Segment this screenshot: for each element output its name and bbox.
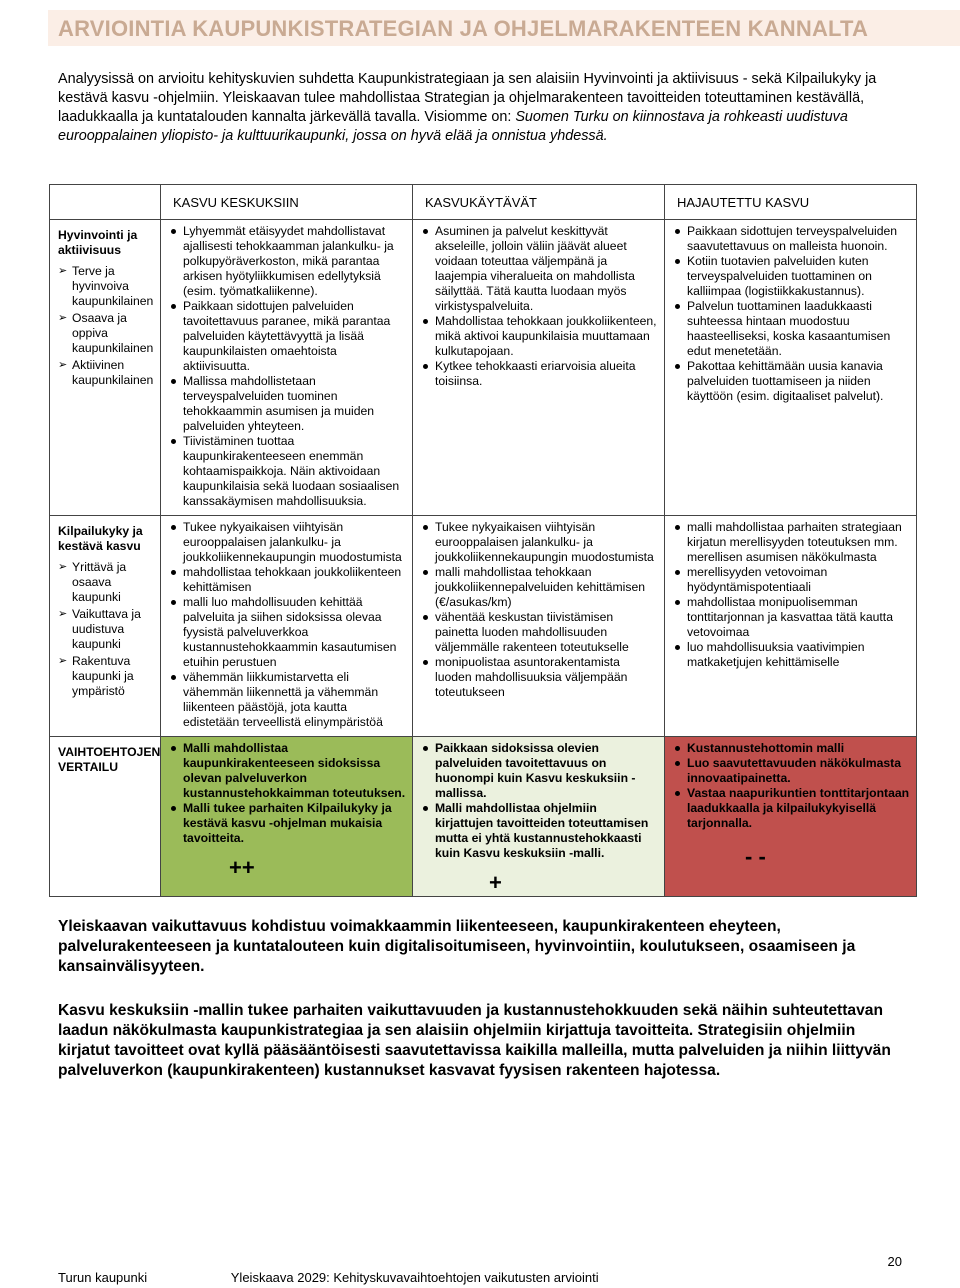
bullet-item xyxy=(165,374,406,434)
table-cell xyxy=(161,220,413,516)
comparison-cell-middle xyxy=(413,737,665,897)
bullet-item xyxy=(417,520,658,565)
bullet-dot-icon xyxy=(423,660,428,665)
row-subgoal-text: Aktiivinen kaupunkilainen xyxy=(72,358,154,387)
intro-text: Analyysissä on arvioitu kehityskuvien suhdetta Kaupunkistrategiaan ja sen alaisiin Hyvinvointi ja aktiivisuus - sekä Kilpailukyky ja kestävä kasvu -ohjelmiin. Yleiskaavan tulee mahdollistaa Strategian ja ohjelmarakenteen tavoitteiden toteuttaminen kestävällä, laadukkaalla ja kuntatalouden kannalta järkevällä tavalla. Visiomme on: xyxy=(58,71,877,125)
bullet-text: Kytkee tehokkaasti eriarvoisia alueita toisiinsa. xyxy=(435,359,636,388)
bullet-text: Paikkaan sidottujen palveluiden tavoitettavuus paranee, mikä parantaa palveluiden käytettävyyttä ja lisää kaupunkilaisten omaehtoista aktiivisuutta. xyxy=(183,299,391,373)
bullet-dot-icon xyxy=(423,570,428,575)
arrow-bullet-icon: ➢ xyxy=(58,312,68,324)
bullet-item xyxy=(669,741,910,756)
bullet-dot-icon xyxy=(423,319,428,324)
vision-text: Suomen Turku on kiinnostava ja rohkeasti uudistuva eurooppalainen yliopisto- ja kulttuurikaupunki, jossa on hyvä elää ja onnistua yhdessä. xyxy=(58,109,848,144)
bullet-item xyxy=(669,299,910,359)
bullet-text: Tukee nykyaikaisen viihtyisän eurooppalaisen jalankulku- ja joukkoliikennekaupungin muodostumista xyxy=(435,520,654,564)
bullet-text: luo mahdollisuuksia vaativimpien matkaketjujen kehittämiselle xyxy=(687,640,865,669)
bullet-dot-icon xyxy=(675,791,680,796)
bullet-item xyxy=(165,565,406,595)
bullet-dot-icon xyxy=(171,229,176,234)
column-header-hajautettu-kasvu: HAJAUTETTU KASVU xyxy=(665,185,917,220)
row-subgoal xyxy=(58,264,156,309)
bullet-text: Luo saavutettavuuden näkökulmasta innovaatipainetta. xyxy=(687,756,902,785)
bullet-list xyxy=(669,741,910,831)
footer xyxy=(58,1270,908,1285)
bullet-text: Kustannustehottomin malli xyxy=(687,741,845,755)
bullet-dot-icon xyxy=(675,746,680,751)
bullet-dot-icon xyxy=(171,439,176,444)
bullet-item xyxy=(669,520,910,565)
summary-text: Yleiskaavan vaikuttavuus kohdistuu voimakkaammin liikenteeseen, kaupunkirakenteen eheyteen, palvelurakenteeseen ja kuntatalouteen kuin digitalisoitumiseen, hyvinvointiin, koulutukseen, osaamiseen ja kansainvälisyyteen. xyxy=(58,918,856,975)
bullet-list xyxy=(669,224,910,404)
bullet-text: malli mahdollistaa tehokkaan joukkoliikennepalveluiden kehittämisen (€/asukas/km) xyxy=(435,565,646,609)
bullet-dot-icon xyxy=(171,379,176,384)
bullet-item xyxy=(669,359,910,404)
comparison-cell-worst xyxy=(665,737,917,897)
row-header-title: Hyvinvointi ja aktiivisuus xyxy=(58,228,138,257)
table-cell xyxy=(161,516,413,737)
row-subgoal-text: Osaava ja oppiva kaupunkilainen xyxy=(72,311,154,355)
row-subgoal xyxy=(58,607,156,652)
summary-text: Kasvu keskuksiin -mallin tukee parhaiten vaikuttavuuden ja kustannustehokkuuden sekä näihin suhteutettavan laadun näkökulmasta kaupunkistrategiaa ja sen alaisiin ohjelmiin kirjattuja tavoitteita. Strategisiin ohjelmiin kirjatut tavoitteet ovat kyllä pääsääntöisesti saavutettavissa kaikilla malleilla, mutta palveluiden ja niihin liittyvän palveluverkon (kaupunkirakenteen) kustannukset kasvavat fyysisen rakenteen hajotessa. xyxy=(58,1002,891,1079)
column-header-kasvu-keskuksiin: KASVU KESKUKSIIN xyxy=(161,185,413,220)
summary-paragraph-1 xyxy=(58,917,898,977)
bullet-dot-icon xyxy=(675,304,680,309)
bullet-dot-icon xyxy=(675,600,680,605)
bullet-item xyxy=(165,595,406,670)
bullet-dot-icon xyxy=(171,746,176,751)
bullet-text: Pakottaa kehittämään uusia kanavia palveluiden tuottamiseen ja niiden käyttöön (esim. digitaaliset palvelut). xyxy=(687,359,884,403)
table-row xyxy=(50,516,917,737)
bullet-dot-icon xyxy=(171,806,176,811)
bullet-dot-icon xyxy=(423,746,428,751)
bullet-dot-icon xyxy=(423,364,428,369)
bullet-item xyxy=(417,610,658,655)
bullet-dot-icon xyxy=(675,259,680,264)
bullet-item xyxy=(669,756,910,786)
row-subgoal-text: Rakentuva kaupunki ja ympäristö xyxy=(72,654,134,698)
bullet-item xyxy=(417,565,658,610)
bullet-item xyxy=(165,434,406,509)
bullet-item xyxy=(669,786,910,831)
bullet-text: Paikkaan sidoksissa olevien palveluiden tavoitettavuus on huonompi kuin Kasvu keskuksiin -mallissa. xyxy=(435,741,636,800)
table-row xyxy=(50,220,917,516)
bullet-dot-icon xyxy=(675,761,680,766)
page-number: 20 xyxy=(887,1254,902,1269)
row-subgoal xyxy=(58,311,156,356)
comparison-cell-best xyxy=(161,737,413,897)
arrow-bullet-icon: ➢ xyxy=(58,359,68,371)
bullet-item xyxy=(165,741,406,801)
table-cell xyxy=(413,516,665,737)
bullet-text: Vastaa naapurikuntien tonttitarjontaan laadukkaalla ja kilpailukykyisellä tarjonnalla. xyxy=(687,786,910,830)
bullet-dot-icon xyxy=(675,229,680,234)
bullet-dot-icon xyxy=(675,645,680,650)
bullet-text: mahdollistaa tehokkaan joukkoliikenteen kehittämisen xyxy=(183,565,402,594)
bullet-dot-icon xyxy=(423,615,428,620)
rating-score: ++ xyxy=(229,855,255,880)
evaluation-matrix xyxy=(49,184,917,897)
bullet-item xyxy=(165,801,406,846)
rating-score: - - xyxy=(745,844,766,869)
bullet-text: merellisyyden vetovoiman hyödyntämispotentiaali xyxy=(687,565,828,594)
intro-paragraph xyxy=(58,70,906,146)
bullet-item xyxy=(417,801,658,861)
bullet-text: Tiivistäminen tuottaa kaupunkirakenteeseen enemmän kohtaamispaikkoja. Näin aktivoidaan kaupunkilaisia sekä luodaan sosiaalisen kanssakäymisen mahdollisuuksia. xyxy=(183,434,400,508)
bullet-text: mahdollistaa monipuolisemman tonttitarjonnan ja kasvattaa tätä kautta vetovoimaa xyxy=(687,595,893,639)
bullet-item xyxy=(417,655,658,700)
bullet-list xyxy=(417,741,658,861)
bullet-dot-icon xyxy=(423,806,428,811)
bullet-dot-icon xyxy=(675,570,680,575)
arrow-bullet-icon: ➢ xyxy=(58,561,68,573)
bullet-text: vähemmän liikkumistarvetta eli vähemmän liikennettä ja vähemmän liikenteen päästöjä, jota kautta edistetään terveellistä elinympäristöä xyxy=(183,670,383,729)
row-subgoal-text: Terve ja hyvinvoiva kaupunkilainen xyxy=(72,264,154,308)
table-cell xyxy=(413,220,665,516)
bullet-item xyxy=(417,359,658,389)
bullet-list xyxy=(165,224,406,509)
bullet-item xyxy=(165,520,406,565)
arrow-bullet-icon: ➢ xyxy=(58,265,68,277)
arrow-bullet-icon: ➢ xyxy=(58,608,68,620)
bullet-text: Asuminen ja palvelut keskittyvät akseleille, jolloin väliin jäävät alueet voidaan toteuttaa väljempänä ja laajempia viheralueita on mahdollista säilyttää. Tätä kautta luodaan myös virkistyspalveluita. xyxy=(435,224,635,313)
row-header xyxy=(50,737,161,897)
table-cell xyxy=(665,516,917,737)
bullet-text: Malli mahdollistaa kaupunkirakenteeseen sidoksissa olevan palveluverkon kustannustehokkaimman toteutuksen. xyxy=(183,741,406,800)
row-header xyxy=(50,220,161,516)
bullet-text: Tukee nykyaikaisen viihtyisän eurooppalaisen jalankulku- ja joukkoliikennekaupungin muodostumista xyxy=(183,520,402,564)
comparison-row xyxy=(50,737,917,897)
bullet-list xyxy=(165,520,406,730)
bullet-list xyxy=(669,520,910,670)
table-cell xyxy=(665,220,917,516)
bullet-text: Malli mahdollistaa ohjelmiin kirjattujen tavoitteiden toteuttamisen mutta ei yhtä kustannustehokkaasti kuin Kasvu keskuksiin -malli. xyxy=(435,801,649,860)
row-subgoal-text: Yrittävä ja osaava kaupunki xyxy=(72,560,127,604)
header-row xyxy=(50,185,917,220)
bullet-text: Mallissa mahdollistetaan terveyspalveluiden tuominen tehokkaammin asumisen ja muiden palveluiden yhteyteen. xyxy=(183,374,375,433)
bullet-item xyxy=(669,640,910,670)
row-header xyxy=(50,516,161,737)
bullet-dot-icon xyxy=(171,304,176,309)
bullet-text: Lyhyemmät etäisyydet mahdollistavat ajallisesti tehokkaamman jalankulku- ja polkupyöräverkoston, mikä parantaa arkisen hyötyliikkumisen edellytyksiä (esim. työmatkaliikenne). xyxy=(183,224,394,298)
summary-paragraph-2 xyxy=(58,1001,898,1081)
bullet-item xyxy=(669,595,910,640)
bullet-text: Paikkaan sidottujen terveyspalveluiden saavutettavuus on malleista huonoin. xyxy=(687,224,898,253)
bullet-list xyxy=(417,520,658,700)
bullet-item xyxy=(417,224,658,314)
bullet-item xyxy=(669,565,910,595)
bullet-text: Mahdollistaa tehokkaan joukkoliikenteen, mikä aktivoi kaupunkilaisia muuttamaan kulkutapojaan. xyxy=(435,314,657,358)
bullet-dot-icon xyxy=(423,525,428,530)
bullet-item xyxy=(417,314,658,359)
bullet-item xyxy=(165,224,406,299)
bullet-item xyxy=(165,299,406,374)
bullet-dot-icon xyxy=(675,364,680,369)
column-header-kasvukaytavat: KASVUKÄYTÄVÄT xyxy=(413,185,665,220)
bullet-text: Palvelun tuottaminen laadukkaasti suhteessa hintaan muodostuu haasteelliseksi, koska kasaantumisen edut menetetään. xyxy=(687,299,891,358)
row-subgoal-list xyxy=(58,264,156,388)
bullet-item xyxy=(417,741,658,801)
footer-organization: Turun kaupunki xyxy=(58,1270,148,1285)
bullet-text: monipuolistaa asuntorakentamista luoden mahdollisuuksia väljempään toteutukseen xyxy=(435,655,628,699)
page-title: ARVIOINTIA KAUPUNKISTRATEGIAN JA OHJELMARAKENTEEN KANNALTA xyxy=(58,16,869,41)
bullet-dot-icon xyxy=(423,229,428,234)
bullet-dot-icon xyxy=(171,600,176,605)
bullet-dot-icon xyxy=(171,525,176,530)
arrow-bullet-icon: ➢ xyxy=(58,655,68,667)
rating-score: + xyxy=(489,870,502,895)
footer-document-title: Yleiskaava 2029: Kehityskuvavaihtoehtojen vaikutusten arviointi xyxy=(230,1270,599,1285)
bullet-item xyxy=(669,224,910,254)
row-header-title: VAIHTOEHTOJEN VERTAILU xyxy=(58,745,161,774)
bullet-item xyxy=(165,670,406,730)
bullet-dot-icon xyxy=(171,570,176,575)
row-subgoal xyxy=(58,560,156,605)
bullet-text: Malli tukee parhaiten Kilpailukyky ja kestävä kasvu -ohjelman mukaisia tavoitteita. xyxy=(183,801,392,845)
corner-cell xyxy=(50,185,161,220)
title-band xyxy=(48,10,960,46)
bullet-dot-icon xyxy=(171,675,176,680)
bullet-text: Kotiin tuotavien palveluiden kuten terveyspalveluiden tuottaminen on kalliimpaa (logistiikkakustannus). xyxy=(687,254,872,298)
bullet-list xyxy=(417,224,658,389)
bullet-dot-icon xyxy=(675,525,680,530)
bullet-text: malli mahdollistaa parhaiten strategiaan kirjatun merellisyyden toteutuksen mm. merellisen asumisen näkökulmasta xyxy=(687,520,902,564)
bullet-item xyxy=(669,254,910,299)
row-header-title: Kilpailukyky ja kestävä kasvu xyxy=(58,524,143,553)
row-subgoal xyxy=(58,358,156,388)
row-subgoal-list xyxy=(58,560,156,699)
bullet-text: malli luo mahdollisuuden kehittää palveluita ja siihen sidoksissa olevaa fyysistä palveluverkkoa kustannustehokkaammin kasautumisen etuihin perustuen xyxy=(183,595,397,669)
row-subgoal xyxy=(58,654,156,699)
row-subgoal-text: Vaikuttava ja uudistuva kaupunki xyxy=(72,607,141,651)
bullet-text: vähentää keskustan tiivistämisen painetta luoden mahdollisuuden väljemmälle rakenteen toteutukselle xyxy=(435,610,629,654)
bullet-list xyxy=(165,741,406,846)
